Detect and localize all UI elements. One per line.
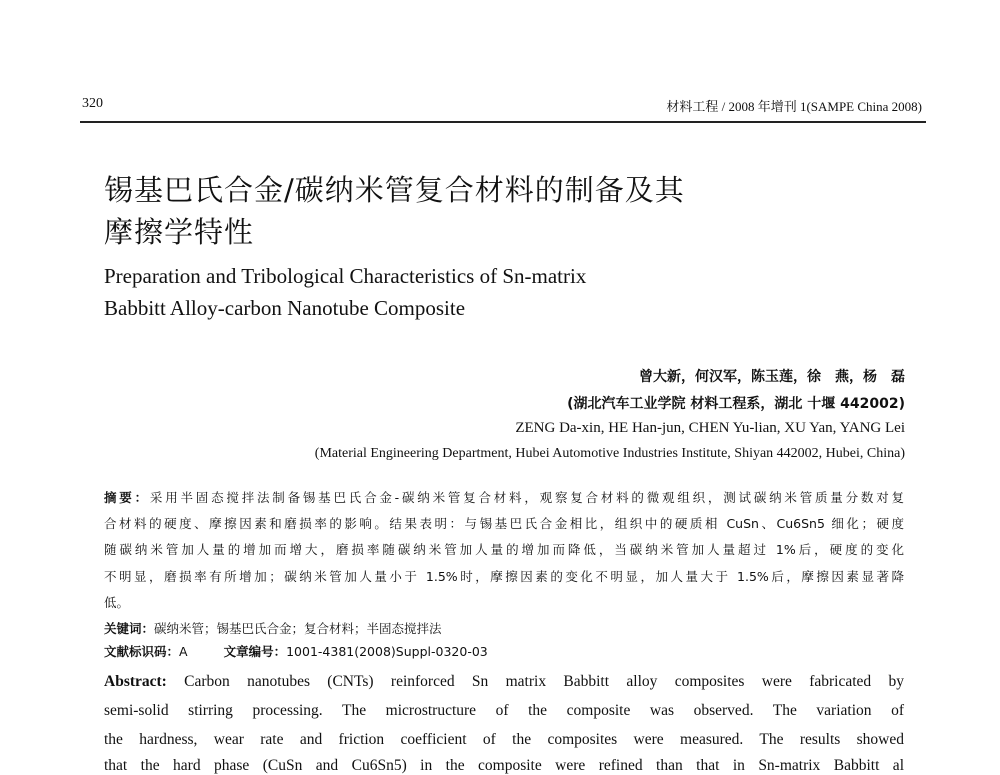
abstract-cn-line: 随碳纳米管加人量的增加而增大，磨损率随碳纳米管加人量的增加而降低，当碳纳米管加人量超过 1%后，硬度的变化 — [104, 542, 904, 557]
doc-codes: 文献标识码：A 文章编号：1001-4381(2008)Suppl-0320-03 — [104, 644, 488, 659]
abstract-en-line: semi-solid stirring processing. The microstructure of the composite was observed. The variation of — [104, 702, 904, 719]
abstract-cn-line: 低。 — [104, 595, 130, 610]
running-head: 材料工程 / 2008 年增刊 1(SAMPE China 2008) — [666, 99, 922, 114]
abstract-en-label: Abstract: — [104, 673, 167, 690]
affiliation-en: (Material Engineering Department, Hubei Automotive Industries Institute, Shiyan 442002, Hubei, China) — [314, 446, 905, 461]
page-number: 320 — [82, 96, 103, 111]
title-en-line-1: Preparation and Tribological Characteristics of Sn-matrix — [104, 264, 587, 288]
abstract-cn-line: 不明显，磨损率有所增加；碳纳米管加人量小于 1.5%时，摩擦因素的变化不明显，加人量大于 1.5%后，摩擦因素显著降 — [104, 569, 904, 584]
abstract-cn-label: 摘要： — [104, 490, 150, 505]
abstract-en-line: the hardness, wear rate and friction coefficient of the composites were measured. The results showed — [104, 731, 904, 748]
title-en-line-2: Babbitt Alloy-carbon Nanotube Composite — [104, 296, 466, 320]
affiliation-cn: (湖北汽车工业学院 材料工程系，湖北 十堰 442002) — [567, 396, 905, 412]
abstract-cn-line: 合材料的硬度、摩擦因素和磨损率的影响。结果表明：与锡基巴氏合金相比，组织中的硬质相 CuSn、Cu6Sn5 细化；硬度 — [104, 516, 904, 531]
header-rule — [80, 121, 926, 123]
abstract-en-line: Abstract: Carbon nanotubes (CNTs) reinforced Sn matrix Babbitt alloy composites were fabricated by — [104, 673, 904, 690]
authors-en: ZENG Da-xin, HE Han-jun, CHEN Yu-lian, XU Yan, YANG Lei — [515, 420, 905, 436]
keywords: 关键词：碳纳米管；锡基巴氏合金；复合材料；半固态搅拌法 — [104, 621, 442, 636]
abstract-en-line: that the hard phase (CuSn and Cu6Sn5) in the composite were refined than that in Sn-matrix Babbitt al — [104, 757, 904, 774]
abstract-cn-line: 摘要：采用半固态搅拌法制备锡基巴氏合金-碳纳米管复合材料，观察复合材料的微观组织，测试碳纳米管质量分数对复 — [104, 490, 904, 505]
title-cn-line-1: 锡基巴氏合金/碳纳米管复合材料的制备及其 — [104, 173, 685, 207]
title-cn-line-2: 摩擦学特性 — [104, 215, 255, 249]
authors-cn: 曾大新，何汉军，陈玉莲，徐 燕，杨 磊 — [639, 369, 905, 385]
